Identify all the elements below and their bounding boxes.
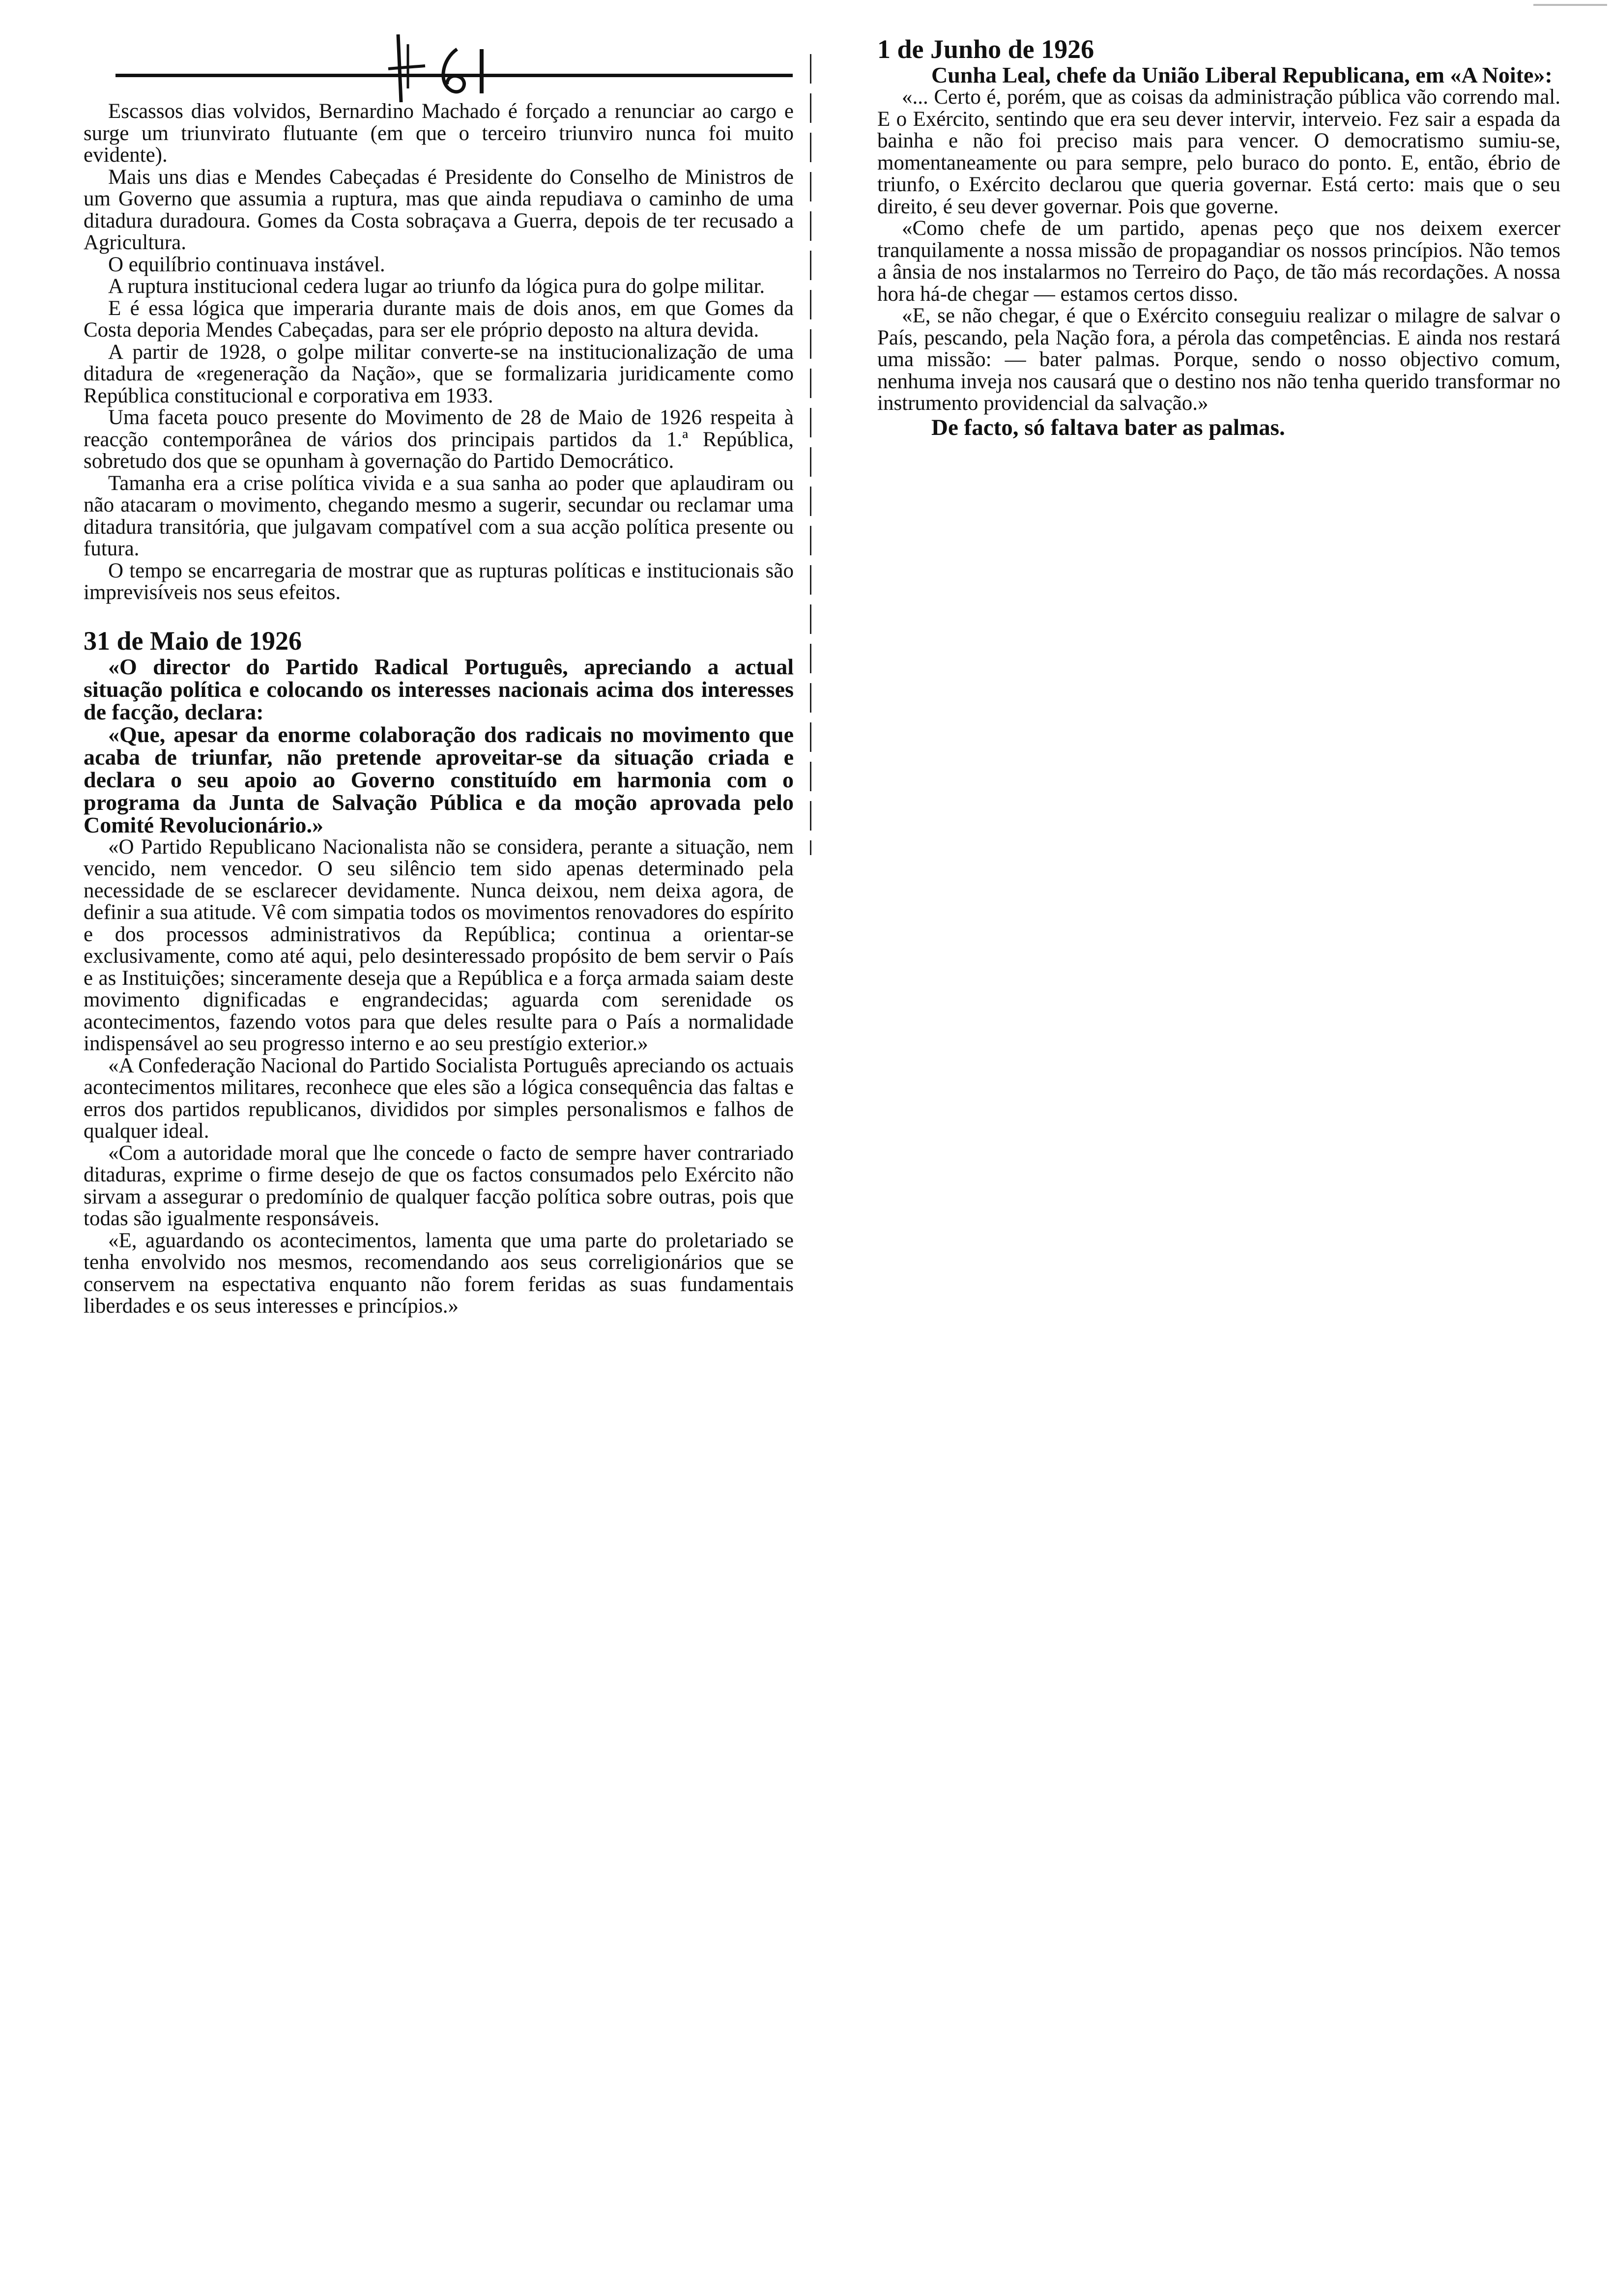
intro-paragraph: A ruptura institucional cedera lugar ao triunfo da lógica pura do golpe militar. bbox=[108, 275, 765, 298]
intro-paragraph: O tempo se encarregaria de mostrar que as rupturas políticas e institucionais são imprevisíveis nos seus efeitos. bbox=[84, 559, 794, 604]
section-paragraph: «A Confederação Nacional do Partido Socialista Português apreciando os actuais acontecimentos militares, reconhece que eles são a lógica consequência das faltas e erros dos partidos republicanos, divididos por simples personalismos e falhos de qualquer ideal. bbox=[84, 1054, 794, 1143]
intro-paragraph: Mais uns dias e Mendes Cabeçadas é Presidente do Conselho de Ministros de um Governo que assumia a ruptura, mas que ainda repudiava o caminho de uma ditadura duradoura. Gomes da Costa sobraçava a Guerra, depois de ter recusado a Agricultura. bbox=[84, 165, 794, 254]
intro-paragraph: Escassos dias volvidos, Bernardino Machado é forçado a renunciar ao cargo e surge um triunvirato flutuante (em que o terceiro triunviro nunca foi muito evidente). bbox=[84, 100, 794, 167]
section-paragraph: «E, aguardando os acontecimentos, lamenta que uma parte do proletariado se tenha envolvido nos mesmos, recomendando aos seus correligionários que se conservem na espectativa enquanto não forem feridas as suas fundamentais liberdades e os seus interesses e princípios.» bbox=[84, 1229, 794, 1318]
section-date-heading: 1 de Junho de 1926 bbox=[877, 34, 1094, 64]
column-divider bbox=[810, 54, 811, 855]
radical-party-declaration: «Que, apesar da enorme colaboração dos radicais no movimento que acaba de triunfar, não pretende aproveitar-se da situação criada e declara o seu apoio ao Governo constituído em harmonia com o programa da Junta de Salvação Pública e da moção aprovada pelo Comité Revolucionário.» bbox=[84, 721, 794, 837]
intro-paragraph: A partir de 1928, o golpe militar converte-se na institucionalização de uma ditadura de «regeneração da Nação», que se formalizaria juridicamente como República constitucional e corporativa em 1933. bbox=[84, 340, 794, 407]
section-paragraph: «E, se não chegar, é que o Exército conseguiu realizar o milagre de salvar o País, pescando, pela Nação fora, a pérola das competências. E ainda nos restará uma missão: — bater palmas. Porque, sendo o nosso objectivo comum, nenhuma inveja nos causará que o destino nos não tenha querido transformar no instrumento providencial da salvação.» bbox=[877, 304, 1560, 415]
section-paragraph: «... Certo é, porém, que as coisas da administração pública vão correndo mal. E o Exército, sentindo que era seu dever intervir, interveio. Fez sair a espada da bainha e não foi preciso mais para vencer. O democratismo sumiu-se, momentaneamente ou para sempre, pelo buraco do ponto. E, então, ébrio de triunfo, o Exército declarou que queria governar. Está certo: mais que o seu direito, é seu dever governar. Pois que governe. bbox=[877, 86, 1560, 218]
intro-paragraph: Tamanha era a crise política vivida e a sua sanha ao poder que aplaudiram ou não atacaram o movimento, chegando mesmo a sugerir, secundar ou reclamar uma ditadura transitória, que julgavam compatível com a sua acção política presente ou futura. bbox=[84, 471, 794, 560]
intro-paragraph: Uma faceta pouco presente do Movimento de 28 de Maio de 1926 respeita à reacção contemporânea de vários dos principais partidos da 1.ª República, sobretudo dos que se opunham à governação do Partido Democrático. bbox=[84, 406, 794, 473]
scan-edge-mark bbox=[1533, 4, 1607, 6]
closing-remark: De facto, só faltava bater as palmas. bbox=[931, 414, 1285, 440]
section-gap bbox=[84, 604, 794, 626]
section-lead: «O director do Partido Radical Português, apreciando a actual situação política e colocando os interesses nacionais acima dos interesses de facção, declara: bbox=[84, 654, 794, 724]
intro-paragraph: O equilíbrio continuava instável. bbox=[108, 253, 385, 276]
section-date-heading: 31 de Maio de 1926 bbox=[84, 626, 302, 656]
intro-paragraph: E é essa lógica que imperaria durante mais de dois anos, em que Gomes da Costa deporia Mendes Cabeçadas, para ser ele próprio deposto na altura devida. bbox=[84, 296, 794, 342]
handwritten-page-number bbox=[378, 29, 506, 103]
section-paragraph: «Com a autoridade moral que lhe concede o facto de sempre haver contrariado ditaduras, exprime o firme desejo de que os factos consumados pelo Exército não sirvam a assegurar o predomínio de qualquer facção política sobre outras, pois que todas são igualmente responsáveis. bbox=[84, 1141, 794, 1230]
section-lead: Cunha Leal, chefe da União Liberal Republicana, em «A Noite»: bbox=[931, 62, 1553, 87]
section-paragraph: «O Partido Republicano Nacionalista não se considera, perante a situação, nem vencido, nem vencedor. O seu silêncio tem sido apenas determinado pela necessidade de se esclarecer devidamente. Nunca deixou, nem deixa agora, de definir a sua atitude. Vê com simpatia todos os movimentos renovadores do espírito e dos processos administrativos da República; continua a orientar-se exclusivamente, como até aqui, pelo desinteressado propósito de bem servir o País e as Instituições; sinceramente deseja que a República e a força armada saiam deste movimento dignificadas e engrandecidas; aguarda com serenidade os acontecimentos, fazendo votos para que deles resulte para o País a normalidade indispensável ao seu progresso interno e ao seu prestígio exterior.» bbox=[84, 835, 794, 1055]
section-paragraph: «Como chefe de um partido, apenas peço que nos deixem exercer tranquilamente a nossa missão de propagandiar os nossos princípios. Não temos a ânsia de nos instalarmos no Terreiro do Paço, de tão más recordações. A nossa hora há-de chegar — estamos certos disso. bbox=[877, 217, 1560, 306]
left-column bbox=[84, 101, 794, 1318]
right-column bbox=[877, 34, 1560, 440]
